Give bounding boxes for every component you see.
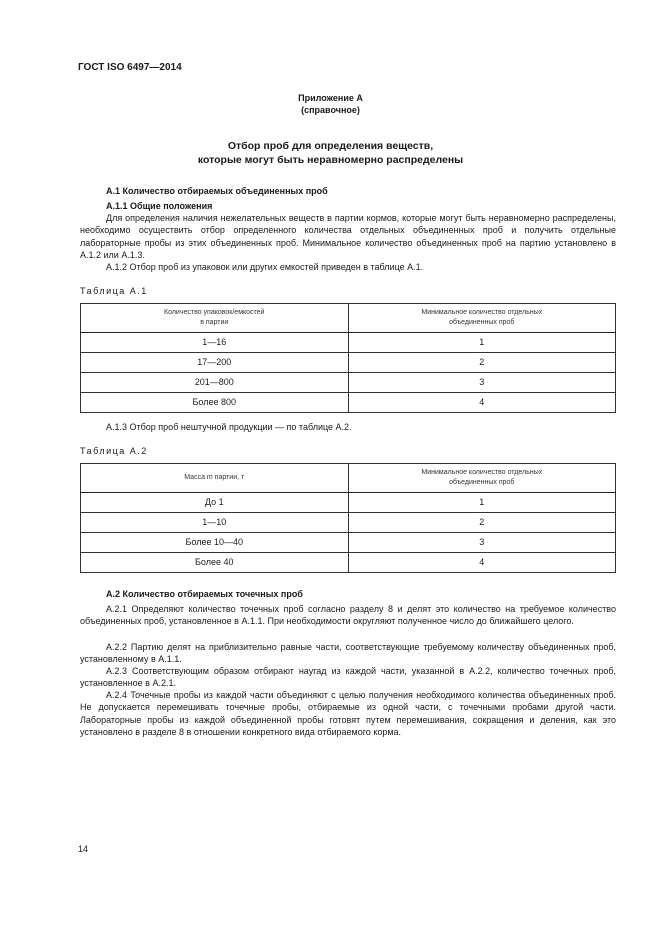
paragraph-a24 [80, 689, 616, 739]
table-row [81, 373, 616, 393]
table1-cell-quantity: Более 800 [81, 393, 349, 413]
table1-header-min-line1: Минимальное количество отдельных [421, 309, 543, 316]
table1-cell-quantity: 1—16 [81, 333, 349, 353]
table-a2 [80, 463, 616, 573]
table1-header-min-line2: объединенных проб [449, 319, 515, 326]
table1-cell-min: 1 [348, 333, 616, 353]
paragraph-a21-text: А.2.1 Определяют количество точечных проб согласно разделу 8 и делят это количество на требуемое количество объединенных проб, установленное в А.1.1. При необходимости округляют полученное число до ближайшего целого. [80, 604, 616, 627]
paragraph-a22 [80, 641, 616, 666]
table2-cell-mass: До 1 [81, 493, 349, 513]
table-row [81, 393, 616, 413]
annex-note: (справочное) [301, 105, 360, 115]
table2-label: Таблица А.2 [80, 446, 148, 456]
paragraph-a24-text: А.2.4 Точечные пробы из каждой части объединяют с целью получения необходимого количества объединенных проб. Не допускается перемешивать точечные пробы, отбираемые из одной части, с точечными пробами другой части. Лабораторные пробы из каждой объединенной пробы готовят путем перемешивания, сокращения и деления, как это установлено в разделе 8 в отношении конкретного вида отбираемого корма. [80, 690, 616, 738]
paragraph-a112 [80, 261, 616, 273]
paragraph-a113-text: А.1.3 Отбор проб нештучной продукции — по таблице А.2. [106, 422, 352, 432]
paragraph-a111-text: Для определения наличия нежелательных веществ в партии кормов, которые могут быть неравномерно распределены, необходимо осуществить отбор определенного количества отдельных объединенных проб и получить отдельные лабораторные пробы из этих объединенных проб. Минимальное количество объединенных проб на партию установлено в А.1.2 или А.1.3. [80, 213, 616, 261]
paragraph-a21 [80, 603, 616, 628]
table2-cell-min: 4 [348, 553, 616, 573]
section-a1-title: A.1 Количество отбираемых объединенных проб [106, 186, 328, 196]
table2-header-min-samples [348, 464, 616, 493]
table1-header-quantity [81, 304, 349, 333]
table-row [81, 493, 616, 513]
table2-cell-min: 1 [348, 493, 616, 513]
table-row [81, 553, 616, 573]
table2-cell-min: 2 [348, 513, 616, 533]
table-row [81, 333, 616, 353]
annex-title: Приложение А [298, 93, 363, 103]
table-header-row [81, 464, 616, 493]
section-a2-title: А.2 Количество отбираемых точечных проб [106, 589, 303, 599]
table1-cell-quantity: 201—800 [81, 373, 349, 393]
table-row [81, 533, 616, 553]
paragraph-a111 [80, 212, 616, 262]
paragraph-a112-text: А.1.2 Отбор проб из упаковок или других емкостей приведен в таблице А.1. [106, 262, 424, 272]
table1-label: Таблица А.1 [80, 286, 148, 296]
table1-cell-min: 4 [348, 393, 616, 413]
table2-header-mass: Масса m партии, т [81, 464, 349, 493]
table-a1 [80, 303, 616, 413]
table2-cell-mass: Более 10—40 [81, 533, 349, 553]
table-header-row [81, 304, 616, 333]
section-a111-title: А.1.1 Общие положения [106, 201, 213, 211]
table2-cell-min: 3 [348, 533, 616, 553]
annex-heading-line2: которые могут быть неравномерно распределены [197, 154, 464, 166]
table-row [81, 513, 616, 533]
paragraph-a23-text: А.2.3 Соответствующим образом отбирают наугад из каждой части, указанной в А.2.2, количество точечных проб, установленное в А.2.1. [80, 666, 616, 689]
table2-header-min-line2: объединенных проб [449, 479, 515, 486]
table1-cell-quantity: 17—200 [81, 353, 349, 373]
table2-header-min-line1: Минимальное количество отдельных [421, 469, 543, 476]
table1-cell-min: 2 [348, 353, 616, 373]
table1-cell-min: 3 [348, 373, 616, 393]
document-header: ГОСТ ISO 6497—2014 [78, 62, 182, 73]
page-number: 14 [78, 844, 89, 854]
paragraph-a23 [80, 665, 616, 690]
table-row [81, 353, 616, 373]
annex-heading-line1: Отбор проб для определения веществ, [227, 140, 434, 152]
paragraph-a113 [80, 421, 616, 433]
table1-header-min-samples [348, 304, 616, 333]
paragraph-a22-text: А.2.2 Партию делят на приблизительно равные части, соответствующие требуемому количеству объединенных проб, установленному в А.1.1. [80, 642, 616, 665]
table1-header-quantity-line2: в партии [200, 319, 229, 326]
table2-cell-mass: 1—10 [81, 513, 349, 533]
table1-header-quantity-line1: Количество упаковок/емкостей [164, 309, 265, 316]
table2-cell-mass: Более 40 [81, 553, 349, 573]
